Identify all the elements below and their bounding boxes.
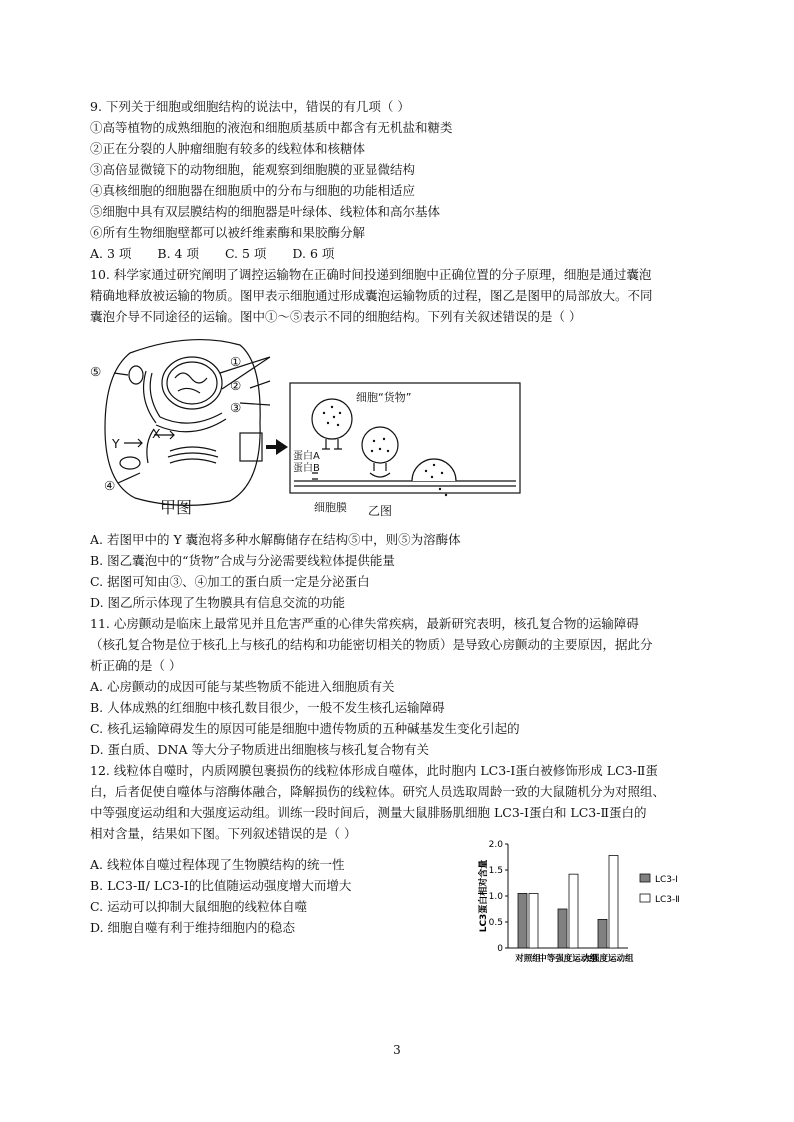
legend-swatch: [640, 894, 650, 902]
q11-stem-line: （核孔复合物是位于核孔上与核孔的结构和功能密切相关的物质）是导致心房颤动的主要原因，据此分: [90, 637, 653, 652]
x-category-label: 对照组: [515, 954, 541, 964]
q10-figure: [90, 333, 710, 523]
big-arrow: [266, 439, 288, 455]
vesicle-large: [312, 399, 352, 439]
label-y: Y: [112, 436, 120, 451]
label-5: ⑤: [90, 364, 102, 379]
q12-body: [90, 840, 710, 984]
golgi-shape: [168, 447, 218, 463]
label-1: ①: [230, 354, 242, 369]
q11-option-a: A. 心房颤动的成因可能与某些物质不能进入细胞质有关: [90, 679, 395, 694]
lc3-chart-svg: [478, 838, 713, 988]
q12-stem-line: 12. 线粒体自噬时，内质网膜包裹损伤的线粒体形成自噬体，此时胞内 LC3-Ⅰ蛋白被修饰形成 LC3-Ⅱ蛋: [90, 763, 658, 778]
q10-option-c: C. 据图可知由③、④加工的蛋白质一定是分泌蛋白: [90, 574, 370, 589]
y-tick-label: 0: [497, 944, 503, 954]
q9-item: ②正在分裂的人肿瘤细胞有较多的线粒体和核糖体: [90, 141, 366, 156]
bar-lc3-i: [518, 893, 527, 948]
q9-option-c: C. 5 项: [224, 246, 267, 261]
question-9: [90, 96, 710, 264]
page-number: 3: [393, 1043, 401, 1057]
page-content: [90, 96, 710, 984]
q9-item: ①高等植物的成熟细胞的液泡和细胞质基质中都含有无机盐和糖类: [90, 120, 453, 135]
bar-lc3-ii: [569, 874, 578, 948]
q12-stem-line: 相对含量，结果如下图。下列叙述错误的是（ ）: [90, 826, 357, 841]
bar-lc3-i: [558, 909, 567, 948]
x-category-label: 大强度运动组: [582, 954, 634, 964]
q9-options: [90, 243, 710, 264]
label-yi: 乙图: [368, 504, 393, 518]
lc3-chart: [478, 838, 713, 988]
q11-option-b: B. 人体成熟的红细胞中核孔数目很少，一般不发生核孔运输障碍: [90, 700, 445, 715]
y-tick-label: 0.5: [488, 918, 503, 928]
q11-option-c: C. 核孔运输障碍发生的原因可能是细胞中遗传物质的五种碱基发生变化引起的: [90, 721, 520, 736]
y-tick-label: 1.0: [488, 892, 503, 902]
q12-option-a: A. 线粒体自噬过程体现了生物膜结构的统一性: [90, 857, 345, 872]
q12-stem-line: 白，后者促使自噬体与溶酶体融合，降解损伤的线粒体。研究人员选取周龄一致的大鼠随机分为对照组、: [90, 784, 666, 799]
y-axis-label: LC3蛋白相对含量: [479, 859, 489, 933]
legend-swatch: [640, 874, 650, 882]
bar-lc3-ii: [529, 893, 538, 948]
q12-option-b: B. LC3-Ⅱ/ LC3-Ⅰ的比值随运动强度增大而增大: [90, 878, 352, 893]
label-membrane: 细胞膜: [314, 501, 347, 514]
q10-stem-line: 10. 科学家通过研究阐明了调控运输物在正确时间投递到细胞中正确位置的分子原理，细胞是通过囊泡: [90, 267, 652, 282]
x-category-label: 中等强度运动组: [538, 954, 598, 964]
legend-label: LC3-Ⅰ: [655, 875, 678, 885]
q12-options: [90, 854, 450, 938]
q9-item: ③高倍显微镜下的动物细胞，能观察到细胞膜的亚显微结构: [90, 162, 416, 177]
legend-label: LC3-Ⅱ: [655, 895, 680, 905]
q11-option-d: D. 蛋白质、DNA 等大分子物质进出细胞核与核孔复合物有关: [90, 742, 429, 757]
q12-option-d: D. 细胞自噬有利于维持细胞内的稳态: [90, 920, 296, 935]
q10-stem-line: 囊泡介导不同途径的运输。图中①～⑤表示不同的细胞结构。下列有关叙述错误的是（ ）: [90, 309, 582, 324]
label-protein-b: 蛋白B: [293, 463, 320, 474]
q9-option-a: A. 3 项: [90, 246, 132, 261]
q10-option-b: B. 图乙囊泡中的“货物”合成与分泌需要线粒体提供能量: [90, 553, 395, 568]
q12-option-c: C. 运动可以抑制大鼠细胞的线粒体自噬: [90, 899, 308, 914]
label-x: X: [152, 426, 161, 441]
vesicle-5-shape: [129, 366, 143, 384]
label-2: ②: [230, 378, 242, 393]
q9-item: ⑥所有生物细胞壁都可以被纤维素酶和果胶酶分解: [90, 225, 366, 240]
q9-item: ④真核细胞的细胞器在细胞质中的分布与细胞的功能相适应: [90, 183, 416, 198]
q9-option-d: D. 6 项: [292, 246, 335, 261]
bar-lc3-ii: [609, 855, 618, 948]
label-jia: 甲图: [160, 498, 193, 517]
q9-stem: 9. 下列关于细胞或细胞结构的说法中，错误的有几项（ ）: [90, 99, 410, 114]
q9-item: ⑤细胞中具有双层膜结构的细胞器是叶绿体、线粒体和高尔基体: [90, 204, 441, 219]
q9-option-b: B. 4 项: [157, 246, 199, 261]
vesicle-fusing: [412, 459, 456, 481]
q11-stem-line: 11. 心房颤动是临床上最常见并且危害严重的心律失常疾病，最新研究表明，核孔复合物的运输障碍: [90, 616, 639, 631]
q10-stem-line: 精确地释放被运输的物质。图甲表示细胞通过形成囊泡运输物质的过程，图乙是图甲的局部放大。不同: [90, 288, 653, 303]
vesicle-mid: [362, 427, 398, 463]
label-protein-a: 蛋白A: [293, 451, 320, 462]
q10-option-d: D. 图乙所示体现了生物膜具有信息交流的功能: [90, 595, 346, 610]
question-10: [90, 264, 710, 613]
y-tick-label: 2.0: [488, 840, 503, 850]
question-12: [90, 760, 710, 984]
y-tick-label: 1.5: [488, 866, 503, 876]
question-11: [90, 613, 710, 760]
q12-stem-line: 中等强度运动组和大强度运动组。训练一段时间后，测量大鼠腓肠肌细胞 LC3-Ⅰ蛋白和 LC3-Ⅱ蛋白的: [90, 805, 647, 820]
nucleus-shape: [162, 357, 222, 409]
label-3: ③: [230, 400, 242, 415]
bar-lc3-i: [598, 919, 607, 948]
label-cargo: 细胞“货物”: [356, 391, 412, 404]
q10-option-a: A. 若图甲中的 Y 囊泡将多种水解酶储存在结构⑤中，则⑤为溶酶体: [90, 532, 461, 547]
arrow-y: [124, 439, 142, 447]
label-4: ④: [104, 478, 116, 493]
q11-stem-line: 析正确的是（ ）: [90, 658, 182, 673]
cell-diagram: [90, 333, 710, 523]
